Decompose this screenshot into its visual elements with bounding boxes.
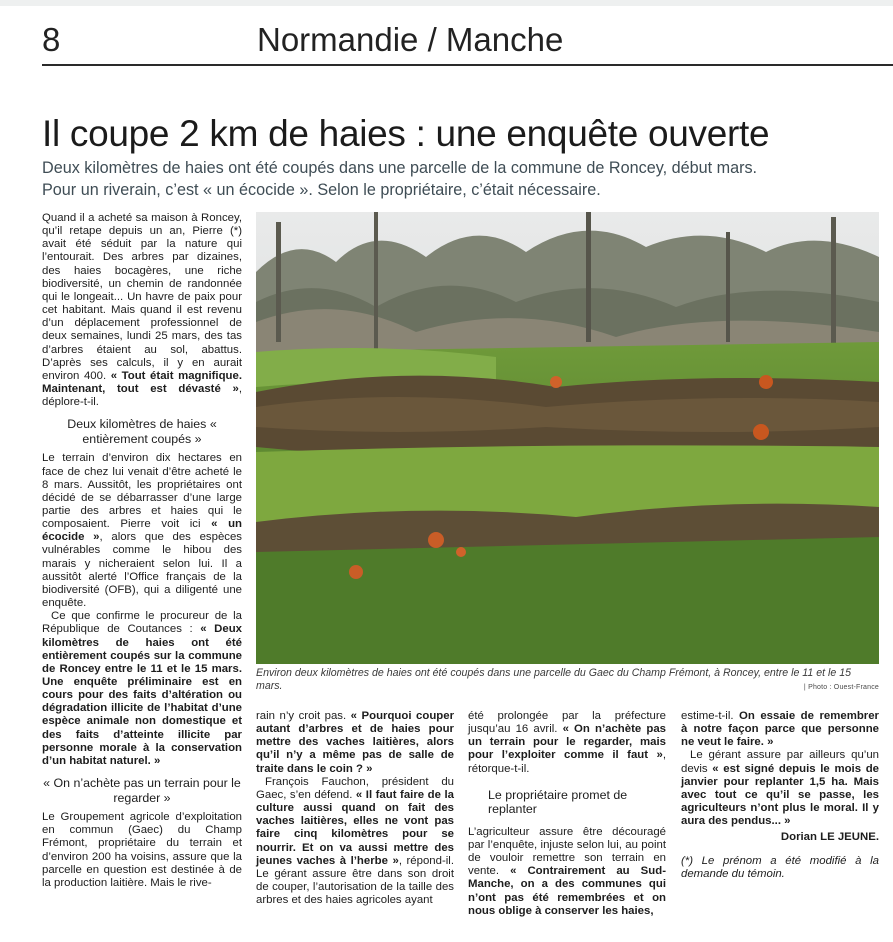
author-signature: Dorian LE JEUNE. — [780, 831, 879, 844]
article-column-3 — [468, 710, 666, 918]
article-photo — [256, 212, 879, 664]
photo-caption: Environ deux kilomètres de haies ont été coupés dans une parcelle du Gaec du Champ Frémont, à Roncey, entre le 11 et le 15 mars. — [256, 667, 851, 692]
felled-hedges-photo — [256, 212, 879, 664]
subheading: « On n’achète pas un terrain pour le regarder » — [43, 776, 241, 805]
subheading: Deux kilomètres de haies « entièrement coupés » — [67, 417, 217, 446]
quote: « Tout était magnifique. Maintenant, tout est dévasté » — [42, 369, 242, 396]
quote: « Il faut faire de la culture aussi quand on fait des vaches laitières, elles ne vont pas faire cinq kilomètres pour se nourrir. Et on va aussi mettre des jeunes vaches à l’herbe » — [256, 788, 454, 867]
text-run: estime-t-il. — [681, 710, 740, 722]
page-number: 8 — [42, 21, 61, 58]
text-run: Le gérant assure par ailleurs qu’un devis — [681, 749, 879, 775]
text-run: , répond-il. Le gérant assure être dans son droit de couper, l’autorisation de la taille des arbres et des haies agricoles ayant — [256, 854, 454, 907]
text-run: Quand il a acheté sa maison à Roncey, qu’il retape depuis un an, Pierre (*) avait été séduit par la nature qui l’entourait. Des arbres par dizaines, des haies bocagères, une riche biodiversité, un chemin de randonnée qui le longeait... Un havre de paix pour cet habitant. Mais quand il est revenu d’un déplacement professionnel de deux semaines, lundi 25 mars, des tas d’arbres étaient au sol, abattus. D’après ses calculs, il y en aurait environ 400. — [42, 212, 242, 382]
top-band — [0, 0, 893, 6]
quote: « Pourquoi couper autant d’arbres et de haies pour mettre des vaches laitières, alors qu’il n’y a même pas de salle de traite dans le coin ? » — [256, 710, 454, 775]
masthead-rule — [42, 64, 893, 66]
text-run: , rétorque-t-il. — [468, 749, 666, 775]
quote: « est signé depuis le mois de janvier pour replanter 1,5 ha. Mais avec tout ce qu’il se passe, les agriculteurs n’ont plus le moral. Il y aura des pendus... » — [681, 762, 879, 828]
standfirst — [42, 157, 892, 201]
photo-credit: | Photo : Ouest-France — [803, 684, 879, 691]
quote: « Contrairement au Sud-Manche, on a des communes qui n’ont pas été remembrées et on nous oblige à conserver les haies, — [468, 865, 666, 917]
paragraph — [468, 710, 666, 776]
text-run: François Fauchon, président du Gaec, s’en défend. — [256, 775, 454, 801]
paragraph — [256, 776, 454, 908]
text-run: Le terrain d’environ dix hectares en face de chez lui venait d’être acheté le 8 mars. Aussitôt, les propriétaires ont décidé de se débarrasser d’une large partie des arbres et haies qui le composaient. Pierre voit ici — [42, 452, 242, 531]
article-column-4 — [681, 710, 879, 881]
text-run: Ce que confirme le procureur de la République de Coutances : — [42, 610, 242, 636]
quote: « Deux kilomètres de haies ont été entièrement coupés sur la commune de Roncey entre le 11 et le 15 mars. Une enquête préliminaire est en cours pour des faits d’altération ou dégradation illicite de l’habitat d’une espèce animale non domestique et des faits d’atteinte illicite par personne morale à la conservation d’un habitat naturel. » — [42, 623, 242, 767]
quote: On essaie de remembrer à notre façon parce que personne ne veut le faire. » — [681, 710, 879, 749]
headline: Il coupe 2 km de haies : une enquête ouverte — [42, 113, 770, 154]
paragraph — [42, 452, 242, 610]
text-run: , déplore-t-il. — [42, 383, 242, 409]
paragraph — [42, 212, 242, 409]
article-column-1 — [42, 212, 242, 890]
paragraph: Le Groupement agricole d’exploitation en commun (Gaec) du Champ Frémont, propriétaire du terrain et d’environ 200 ha voisins, assure que la parcelle en question est destinée à de la production laitière. Mais le rive- — [42, 811, 242, 889]
subheading: Le propriétaire promet de replanter — [488, 787, 628, 817]
text-run: été prolongée par la préfecture jusqu’au 16 avril. — [468, 710, 666, 736]
paragraph — [42, 610, 242, 768]
footnote: (*) Le prénom a été modifié à la demande du témoin. — [681, 854, 879, 880]
text-run: L’agriculteur assure être découragé par l’enquête, injuste selon lui, au point de vouloir remettre son terrain en vente. — [468, 825, 666, 878]
paragraph — [256, 710, 454, 776]
article-column-2 — [256, 710, 454, 907]
text-run: , alors que des espèces vulnérables comme le hibou des marais y nicheraient selon lui. Il a aussitôt alerté l’Office français de la biodiversité (OFB), qui a diligenté une enquête. — [42, 531, 243, 610]
paragraph — [468, 826, 666, 918]
quote: « On n’achète pas un terrain pour le regarder, mais pour l’exploiter comme il faut » — [468, 723, 666, 762]
paragraph — [681, 710, 879, 749]
paragraph — [681, 749, 879, 828]
quote: « un écocide » — [42, 518, 242, 544]
standfirst-line: Deux kilomètres de haies ont été coupés dans une parcelle de la commune de Roncey, début mars. — [42, 159, 758, 177]
section-title: Normandie / Manche — [257, 21, 564, 58]
standfirst-line: Pour un riverain, c’est « un écocide ». Selon le propriétaire, c’était nécessaire. — [42, 181, 601, 199]
text-run: rain n’y croit pas. — [256, 710, 351, 722]
